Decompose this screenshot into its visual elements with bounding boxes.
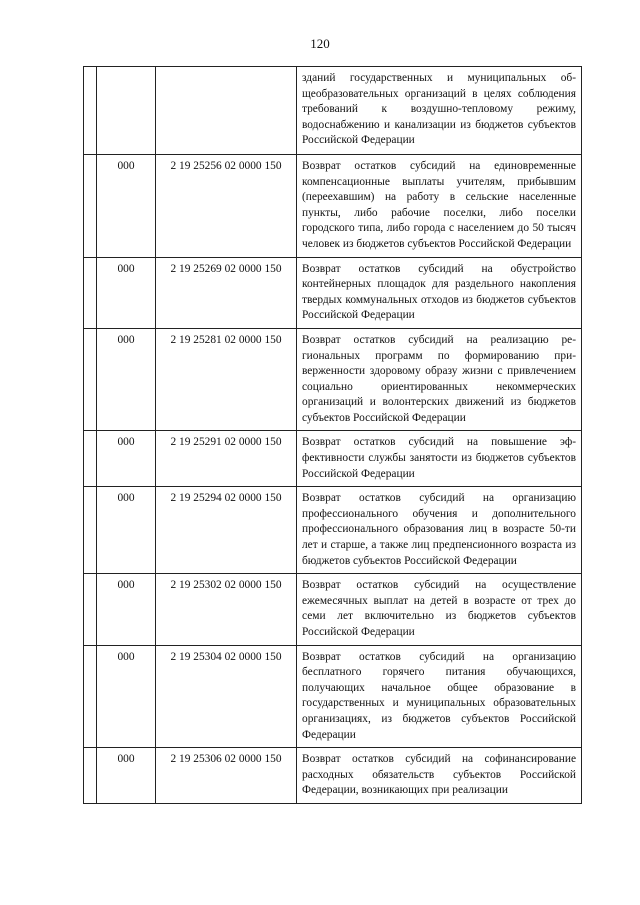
table-row [84,431,582,487]
budget-code-cell: 2 19 25302 02 0000 150 [156,574,297,645]
table-row [84,748,582,804]
page-number: 120 [310,36,330,51]
budget-code-cell: 2 19 25269 02 0000 150 [156,257,297,328]
blank-column-cell [84,328,97,431]
admin-code-cell: 000 [97,645,156,748]
admin-code-cell: 000 [97,257,156,328]
table-row [84,574,582,645]
table-row [84,487,582,574]
budget-code-cell: 2 19 25304 02 0000 150 [156,645,297,748]
blank-column-cell [84,748,97,804]
blank-column-cell [84,431,97,487]
description-cell: Возврат остатков субсидий на обустройство контейнерных площадок для раздельного накопления твердых коммунальных отходов из бюджетов субъектов Российской Федерации [297,257,582,328]
blank-column-cell [84,574,97,645]
description-cell: Возврат остатков субсидий на организацию профессионального обучения и дополнительного профессионального образования лиц в возрасте 50-ти лет и старше, а также лиц предпенсионного возраста из бюджетов субъектов Российской Федерации [297,487,582,574]
description-cell: Возврат остатков субсидий на софинансирование расходных обязательств субъектов Российской Федерации, возникающих при реализации [297,748,582,804]
description-cell: Возврат остатков субсидий на осуществление ежемесячных выплат на детей в возрасте от трех до семи лет включительно из бюджетов субъектов Российской Федерации [297,574,582,645]
table-row [84,154,582,257]
blank-column-cell [84,645,97,748]
budget-code-cell: 2 19 25256 02 0000 150 [156,154,297,257]
budget-codes-table [83,66,582,804]
admin-code-cell: 000 [97,431,156,487]
budget-code-cell: 2 19 25294 02 0000 150 [156,487,297,574]
table-row [84,257,582,328]
table-row [84,67,582,155]
blank-column-cell [84,487,97,574]
admin-code-cell: 000 [97,487,156,574]
description-cell: Возврат остатков субсидий на повышение эффективности службы занятости из бюджетов субъектов Российской Федерации [297,431,582,487]
budget-code-cell [156,67,297,155]
admin-code-cell: 000 [97,154,156,257]
description-cell: Возврат остатков субсидий на единовременные компенсационные выплаты учителям, прибывшим (переехавшим) на работу в сельские населенные пункты, либо рабочие поселки, либо поселки городского типа, либо города с населением до 50 тысяч человек из бюджетов субъектов Российской Федерации [297,154,582,257]
table-row [84,328,582,431]
admin-code-cell: 000 [97,328,156,431]
admin-code-cell [97,67,156,155]
description-cell: Возврат остатков субсидий на организацию бесплатного горячего питания обучающихся, получающих начальное общее образование в государственных и муниципальных образовательных организациях, из бюджетов субъектов Российской Федерации [297,645,582,748]
blank-column-cell [84,154,97,257]
admin-code-cell: 000 [97,574,156,645]
admin-code-cell: 000 [97,748,156,804]
description-cell: Возврат остатков субсидий на реализацию региональных программ по формированию приверженности здоровому образу жизни с привлечением социально ориентированных некоммерческих организаций и волонтерских движений из бюджетов субъектов Российской Федерации [297,328,582,431]
description-cell: зданий государственных и муниципальных общеобразовательных организаций в целях соблюдения требований к воздушно-тепловому режиму, водоснабжению и канализации из бюджетов субъектов Российской Федерации [297,67,582,155]
table-row [84,645,582,748]
budget-code-cell: 2 19 25306 02 0000 150 [156,748,297,804]
blank-column-cell [84,67,97,155]
budget-code-cell: 2 19 25291 02 0000 150 [156,431,297,487]
blank-column-cell [84,257,97,328]
budget-code-cell: 2 19 25281 02 0000 150 [156,328,297,431]
